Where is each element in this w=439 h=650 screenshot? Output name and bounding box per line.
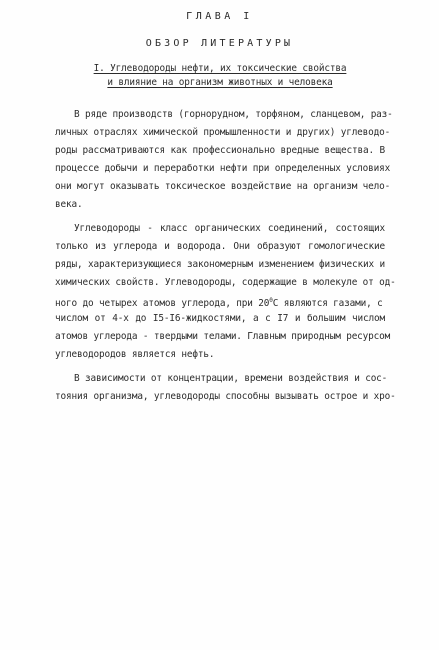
- paragraph-1-line-4: процессе добычи и переработки нефти при определенных условиях: [55, 163, 391, 174]
- paragraph-2-line-7: атомов углерода - твердыми телами. Главным природным ресурсом: [55, 331, 391, 342]
- paragraph-3-line-1: В зависимости от концентрации, времени воздействия и сос-: [74, 373, 388, 384]
- paragraph-2-line-3: ряды, характеризующиеся закономерным изменением физических и: [55, 259, 385, 270]
- paragraph-2-line-2: только из углерода и водорода. Они образуют гомологические: [55, 241, 385, 252]
- chapter-title: ОБЗОР ЛИТЕРАТУРЫ: [145, 38, 294, 49]
- paragraph-1-line-2: личных отраслях химической промышленности и других) углеводо-: [55, 127, 391, 138]
- paragraph-1-line-1: В ряде производств (горнорудном, торфяном, сланцевом, раз-: [74, 109, 393, 120]
- section-heading: [70, 62, 370, 90]
- paragraph-1-line-6: века.: [55, 199, 83, 210]
- paragraph-2-line-8: углеводородов является нефть.: [55, 349, 215, 360]
- degree-superscript: 0: [269, 297, 273, 304]
- paragraph-1-line-5: они могут оказывать токсическое воздействие на организм чело-: [55, 181, 391, 192]
- section-heading-line-1: I. Углеводороды нефти, их токсические свойства: [93, 63, 347, 74]
- section-heading-line-2: и влияние на организм животных и человека: [107, 77, 333, 88]
- paragraph-2-line-6: числом от 4-х до I5-I6-жидкостями, а с I7 и большим числом: [55, 313, 385, 324]
- chapter-heading: ГЛАВА I: [186, 11, 253, 22]
- paragraph-2-line-5-end: С являются газами, с: [272, 298, 383, 309]
- paragraph-2-line-1: Углеводороды - класс органических соединений, состоящих: [74, 223, 385, 234]
- paragraph-2-line-5-start: ного до четырех атомов углерода, при 20: [55, 298, 270, 309]
- paragraph-2-line-4: химических свойств. Углеводороды, содержащие в молекуле от од-: [55, 277, 396, 288]
- paragraph-3-line-2: тояния организма, углеводороды способны вызывать острое и хро-: [55, 391, 396, 402]
- paragraph-1-line-3: роды рассматриваются как профессионально вредные вещества. В: [55, 145, 385, 156]
- paragraph-2-line-5: [55, 294, 385, 310]
